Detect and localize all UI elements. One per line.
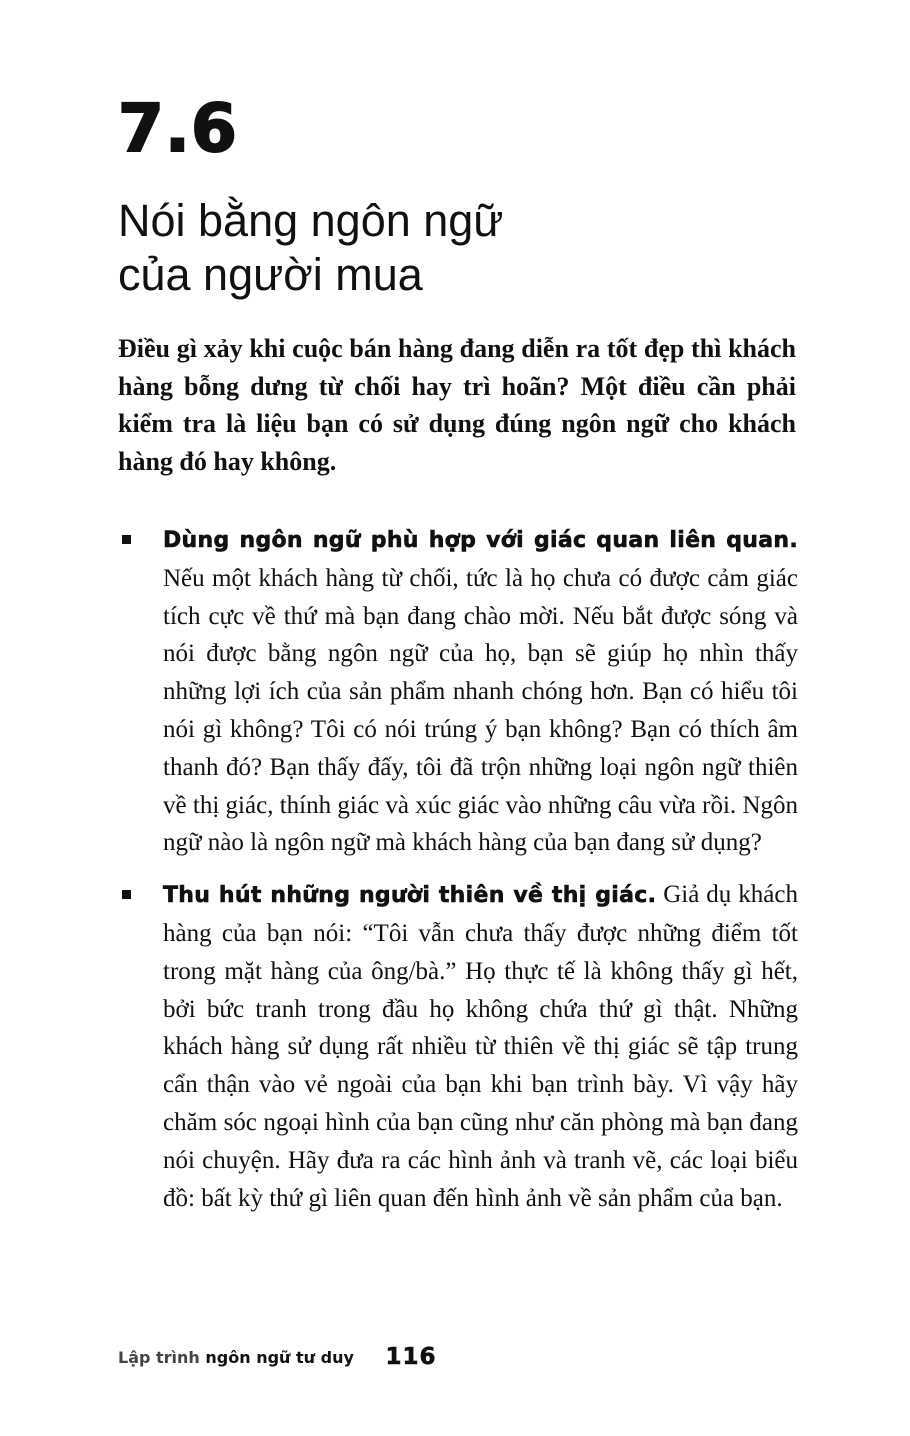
footer-book-title [118, 1347, 354, 1367]
bullet-list [118, 521, 798, 1217]
footer-book-title-part1: Lập trình [118, 1347, 200, 1367]
bullet-item-2 [118, 876, 798, 1217]
square-bullet-icon [122, 535, 131, 544]
bullet-heading: Dùng ngôn ngữ phù hợp với giác quan liên quan. [163, 528, 798, 553]
page-footer [118, 1346, 436, 1369]
square-bullet-icon [122, 890, 131, 899]
page-number: 116 [385, 1344, 437, 1370]
bullet-text: Nếu một khách hàng từ chối, tức là họ chưa có được cảm giác tích cực về thứ mà bạn đang chào mời. Nếu bắt được sóng và nói được bằng ngôn ngữ của họ, bạn sẽ giúp họ nhìn thấy những lợi ích của sản phẩm nhanh chóng hơn. Bạn có hiểu tôi nói gì không? Tôi có nói trúng ý bạn không? Bạn có thích âm thanh đó? Bạn thấy đấy, tôi đã trộn những loại ngôn ngữ thiên về thị giác, thính giác và xúc giác vào những câu vừa rồi. Ngôn ngữ nào là ngôn ngữ mà khách hàng của bạn đang sử dụng? [163, 564, 798, 857]
section-title-line-2: của người mua [118, 249, 423, 300]
intro-paragraph: Điều gì xảy khi cuộc bán hàng đang diễn ra tốt đẹp thì khách hàng bỗng dưng từ chối hay trì hoãn? Một điều cần phải kiểm tra là liệu bạn có sử dụng đúng ngôn ngữ cho khách hàng đó hay không. [118, 334, 796, 476]
bullet-heading: Thu hút những người thiên về thị giác. [163, 883, 657, 909]
section-title [118, 194, 818, 302]
section-number: 7.6 [118, 90, 238, 167]
footer-book-title-part2: ngôn ngữ tư duy [205, 1347, 354, 1367]
bullet-text: Giả dụ khách hàng của bạn nói: “Tôi vẫn chưa thấy được những điểm tốt trong mặt hàng của ông/bà.” Họ thực tế là không thấy gì hết, bởi bức tranh trong đầu họ không chứa thứ gì thật. Những khách hàng sử dụng rất nhiều từ thiên về thị giác sẽ tập trung cẩn thận vào vẻ ngoài của bạn khi bạn trình bày. Vì vậy hãy chăm sóc ngoại hình của bạn cũng như căn phòng mà bạn đang nói chuyện. Hãy đưa ra các hình ảnh và tranh vẽ, các loại biểu đồ: bất kỳ thứ gì liên quan đến hình ảnh về sản phẩm của bạn. [163, 881, 798, 1212]
bullet-item-1 [118, 521, 798, 862]
section-title-line-1: Nói bằng ngôn ngữ [118, 195, 504, 246]
